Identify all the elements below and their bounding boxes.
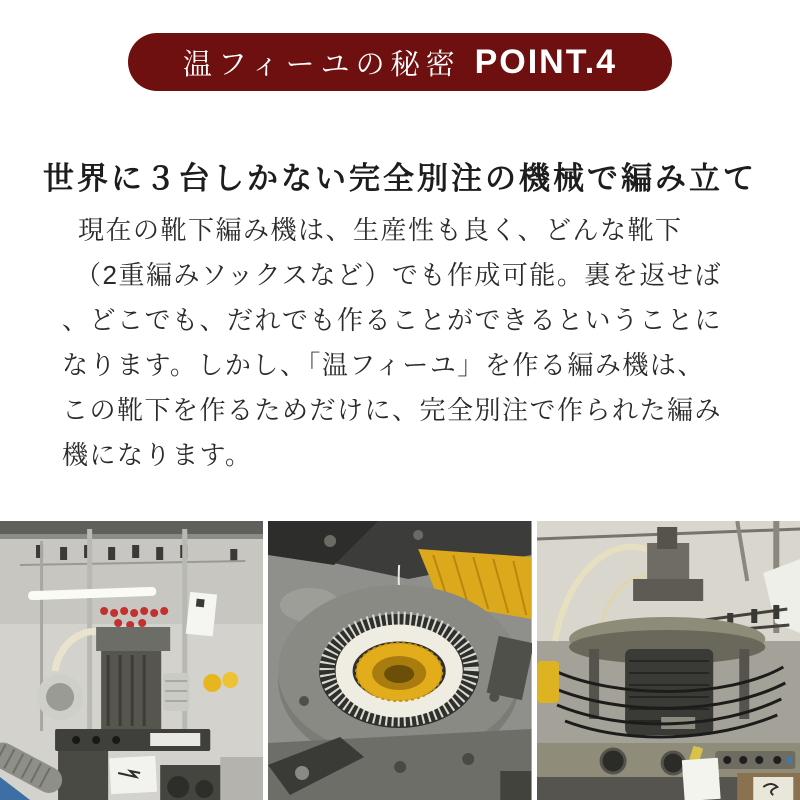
- custom-machine-photo-illustration: [537, 521, 800, 800]
- body-line: なります。しかし、「温フィーユ」を作る編み機は、: [62, 350, 705, 380]
- body-paragraph: [62, 208, 762, 478]
- photo-knitting-machine-factory: [0, 521, 263, 800]
- photo-knitting-head-closeup: [268, 521, 531, 800]
- point-banner: [128, 33, 672, 91]
- factory-wide-photo-illustration: [0, 521, 263, 800]
- body-line: この靴下を作るためだけに、完全別注で作られた編み: [62, 395, 723, 425]
- banner-title-point: POINT.4: [474, 42, 618, 81]
- section-heading: 世界に３台しかない完全別注の機械で編み立て: [43, 160, 757, 196]
- factory-photo-strip: [0, 521, 800, 800]
- body-line: 、どこでも、だれでも作ることができるということに: [62, 305, 723, 335]
- knitting-head-photo-illustration: [268, 521, 531, 800]
- body-line: （2重編みソックスなど）でも作成可能。裏を返せば: [75, 260, 722, 290]
- banner-title-jp: 温フィーユの秘密: [182, 48, 461, 81]
- body-line: 現在の靴下編み機は、生産性も良く、どんな靴下: [78, 215, 683, 245]
- body-line: 機になります。: [62, 440, 253, 470]
- photo-custom-machine: [537, 521, 800, 800]
